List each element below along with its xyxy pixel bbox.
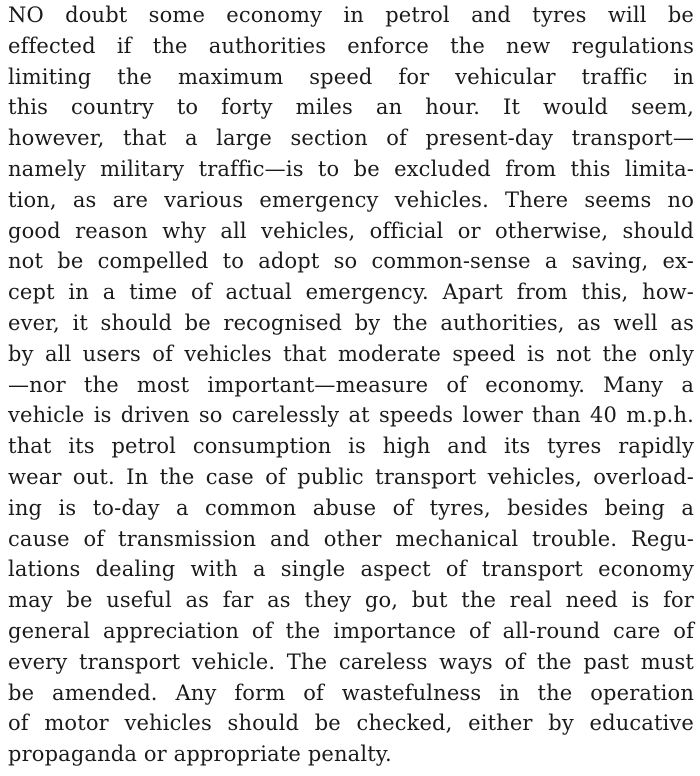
text-line: propaganda or appropriate penalty. <box>8 742 392 767</box>
text-line: cause of transmission and other mechanical trouble. Regu- <box>8 526 694 551</box>
text-line: effected if the authorities enforce the new regulations <box>8 33 694 58</box>
text-line: good reason why all vehicles, official or otherwise, should <box>8 218 694 243</box>
text-line: however, that a large section of present-day transport— <box>8 126 694 151</box>
text-line: vehicle is driven so carelessly at speeds lower than 40 m.p.h. <box>8 403 694 428</box>
text-line: be amended. Any form of wastefulness in the operation <box>8 680 694 705</box>
text-line: wear out. In the case of public transport vehicles, overload- <box>8 464 694 489</box>
text-line: every transport vehicle. The careless ways of the past must <box>8 649 694 674</box>
text-line: —nor the most important—measure of economy. Many a <box>8 372 694 397</box>
text-line: lations dealing with a single aspect of transport economy <box>8 557 694 582</box>
text-line: limiting the maximum speed for vehicular traffic in <box>8 64 694 89</box>
editorial-paragraph <box>8 0 694 770</box>
text-line: by all users of vehicles that moderate speed is not the only <box>8 341 694 366</box>
text-line: may be useful as far as they go, but the real need is for <box>8 588 694 613</box>
text-line: that its petrol consumption is high and its tyres rapidly <box>8 434 694 459</box>
text-line: namely military traffic—is to be excluded from this limita- <box>8 156 694 181</box>
text-line: ing is to-day a common abuse of tyres, besides being a <box>8 495 694 520</box>
text-line: tion, as are various emergency vehicles. There seems no <box>8 187 694 212</box>
text-line: general appreciation of the importance of all-round care of <box>8 618 694 643</box>
text-line: not be compelled to adopt so common-sense a saving, ex- <box>8 249 694 274</box>
text-line: this country to forty miles an hour. It would seem, <box>8 95 694 120</box>
text-line: of motor vehicles should be checked, either by educative <box>8 711 694 736</box>
text-line: cept in a time of actual emergency. Apart from this, how- <box>8 280 694 305</box>
text-line: NO doubt some economy in petrol and tyres will be <box>8 3 694 27</box>
text-line: ever, it should be recognised by the authorities, as well as <box>8 310 694 335</box>
